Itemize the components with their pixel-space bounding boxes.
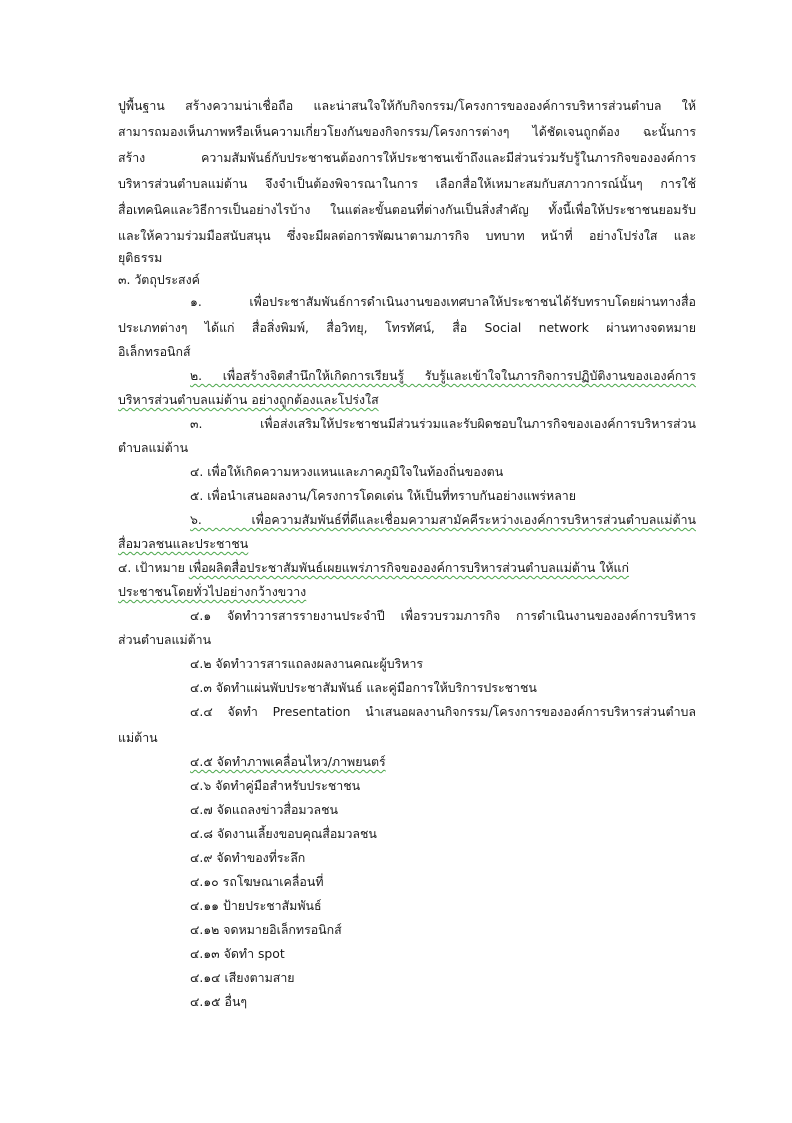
- target-4-8: ๔.๘ จัดงานเลี้ยงขอบคุณสื่อมวลชน: [190, 826, 377, 841]
- objective-6-line-1: ๖. เพื่อความสัมพันธ์ที่ดีและเชื่อมความสามัคคีระหว่างเองค์การบริหารส่วนตำบลแม่ต้าน: [190, 512, 696, 527]
- objective-3-line-1: ๓. เพื่อส่งเสริมให้ประชาชนมีส่วนร่วมและรับผิดชอบในภารกิจของเองค์การบริหารส่วน: [190, 416, 696, 431]
- intro-line-3: สร้าง ความสัมพันธ์กับประชาชนต้องการให้ประชาชนเข้าถึงและมีส่วนร่วมรับรู้ในภารกิจขององค์การ: [118, 150, 696, 165]
- target-4-4-line-2: แม่ต้าน: [118, 730, 158, 745]
- target-4-14: ๔.๑๔ เสียงตามสาย: [190, 970, 295, 985]
- target-4-15: ๔.๑๕ อื่นๆ: [190, 994, 248, 1009]
- target-4-12: ๔.๑๒ จดหมายอิเล็กทรอนิกส์: [190, 922, 342, 937]
- intro-line-4: บริหารส่วนตำบลแม่ต้าน จึงจำเป็นต้องพิจารณาในการ เลือกสื่อให้เหมาะสมกับสภาวการณ์นั้นๆ การใช้: [118, 176, 696, 191]
- target-4-13: ๔.๑๓ จัดทำ spot: [190, 946, 285, 961]
- section4-heading-goal: เพื่อผลิตสื่อประชาสัมพันธ์เผยแพร่ภารกิจขององค์การบริหารส่วนตำบลแม่ต้าน ให้แก่: [188, 560, 630, 575]
- section3-heading: ๓. วัตถุประสงค์: [118, 272, 200, 287]
- section4-heading-line-2: ประชาชนโดยทั่วไปอย่างกว้างขวาง: [118, 584, 307, 599]
- objective-1-line-2: ประเภทต่างๆ ได้แก่ สื่อสิ่งพิมพ์, สื่อวิทยุ, โทรทัศน์, สื่อ Social network ผ่านทางจดหมาย: [118, 320, 696, 335]
- intro-line-6: และให้ความร่วมมือสนับสนุน ซึ่งจะมีผลต่อการพัฒนาตามภารกิจ บทบาท หน้าที่ อย่างโปร่งใส และ: [118, 228, 696, 243]
- target-4-4-line-1: ๔.๔ จัดทำ Presentation นำเสนอผลงานกิจกรรม/โครงการขององค์การบริหารส่วนตำบล: [190, 704, 696, 719]
- target-4-5: ๔.๕ จัดทำภาพเคลื่อนไหว/ภาพยนตร์: [190, 754, 386, 769]
- objective-6-line-2: สื่อมวลชนและประชาชน: [118, 536, 249, 551]
- target-4-2: ๔.๒ จัดทำวารสารแถลงผลงานคณะผู้บริหาร: [190, 656, 424, 671]
- target-4-10: ๔.๑๐ รถโฆษณาเคลื่อนที่: [190, 874, 324, 889]
- target-4-6: ๔.๖ จัดทำคู่มือสำหรับประชาชน: [190, 778, 361, 793]
- intro-line-2: สามารถมองเห็นภาพหรือเห็นความเกี่ยวโยงกันของกิจกรรม/โครงการต่างๆ ได้ชัดเจนถูกต้อง ฉะนั้นการ: [118, 124, 696, 139]
- objective-4: ๔. เพื่อให้เกิดความหวงแหนและภาคภูมิใจในท้องถิ่นของตน: [190, 464, 504, 479]
- objective-1-line-3: อิเล็กทรอนิกส์: [118, 344, 191, 359]
- target-4-9: ๔.๙ จัดทำของที่ระลึก: [190, 850, 306, 865]
- intro-line-1: ปูพื้นฐาน สร้างความน่าเชื่อถือ และน่าสนใจให้กับกิจกรรม/โครงการขององค์การบริหารส่วนตำบล ให้: [118, 98, 696, 113]
- target-4-11: ๔.๑๑ ป้ายประชาสัมพันธ์: [190, 898, 322, 913]
- objective-1-line-1: ๑. เพื่อประชาสัมพันธ์การดำเนินงานของเทศบาลให้ประชาชนได้รับทราบโดยผ่านทางสื่อ: [190, 294, 696, 309]
- objective-3-line-2: ตำบลแม่ต้าน: [118, 440, 189, 455]
- objective-5: ๕. เพื่อนำเสนอผลงาน/โครงการโดดเด่น ให้เป็นที่ทราบกันอย่างแพร่หลาย: [190, 488, 577, 503]
- target-4-7: ๔.๗ จัดแถลงข่าวสื่อมวลชน: [190, 802, 338, 817]
- objective-2-line-1: ๒. เพื่อสร้างจิตสำนึกให้เกิดการเรียนรู้ รับรู้และเข้าใจในภารกิจการปฏิบัติงานของเองค์การ: [190, 368, 696, 383]
- target-4-1-line-1: ๔.๑ จัดทำวารสารรายงานประจำปี เพื่อรวบรวมภารกิจ การดำเนินงานขององค์การบริหาร: [190, 608, 696, 623]
- section4-heading: [118, 558, 696, 578]
- target-4-3: ๔.๓ จัดทำแผ่นพับประชาสัมพันธ์ และคู่มือการให้บริการประชาชน: [190, 680, 537, 695]
- objective-2-line-2: บริหารส่วนตำบลแม่ต้าน อย่างถูกต้องและโปร่งใส: [118, 392, 379, 407]
- section4-heading-label: ๔. เป้าหมาย: [118, 560, 189, 575]
- target-4-1-line-2: ส่วนตำบลแม่ต้าน: [118, 632, 212, 647]
- intro-line-7: ยุติธรรม: [118, 250, 163, 265]
- intro-line-5: สื่อเทคนิคและวิธีการเป็นอย่างไรบ้าง ในแต่ละขั้นตอนที่ต่างกันเป็นสิ่งสำคัญ ทั้งนี้เพื่อให้ประชาชนยอมรับ: [118, 202, 696, 217]
